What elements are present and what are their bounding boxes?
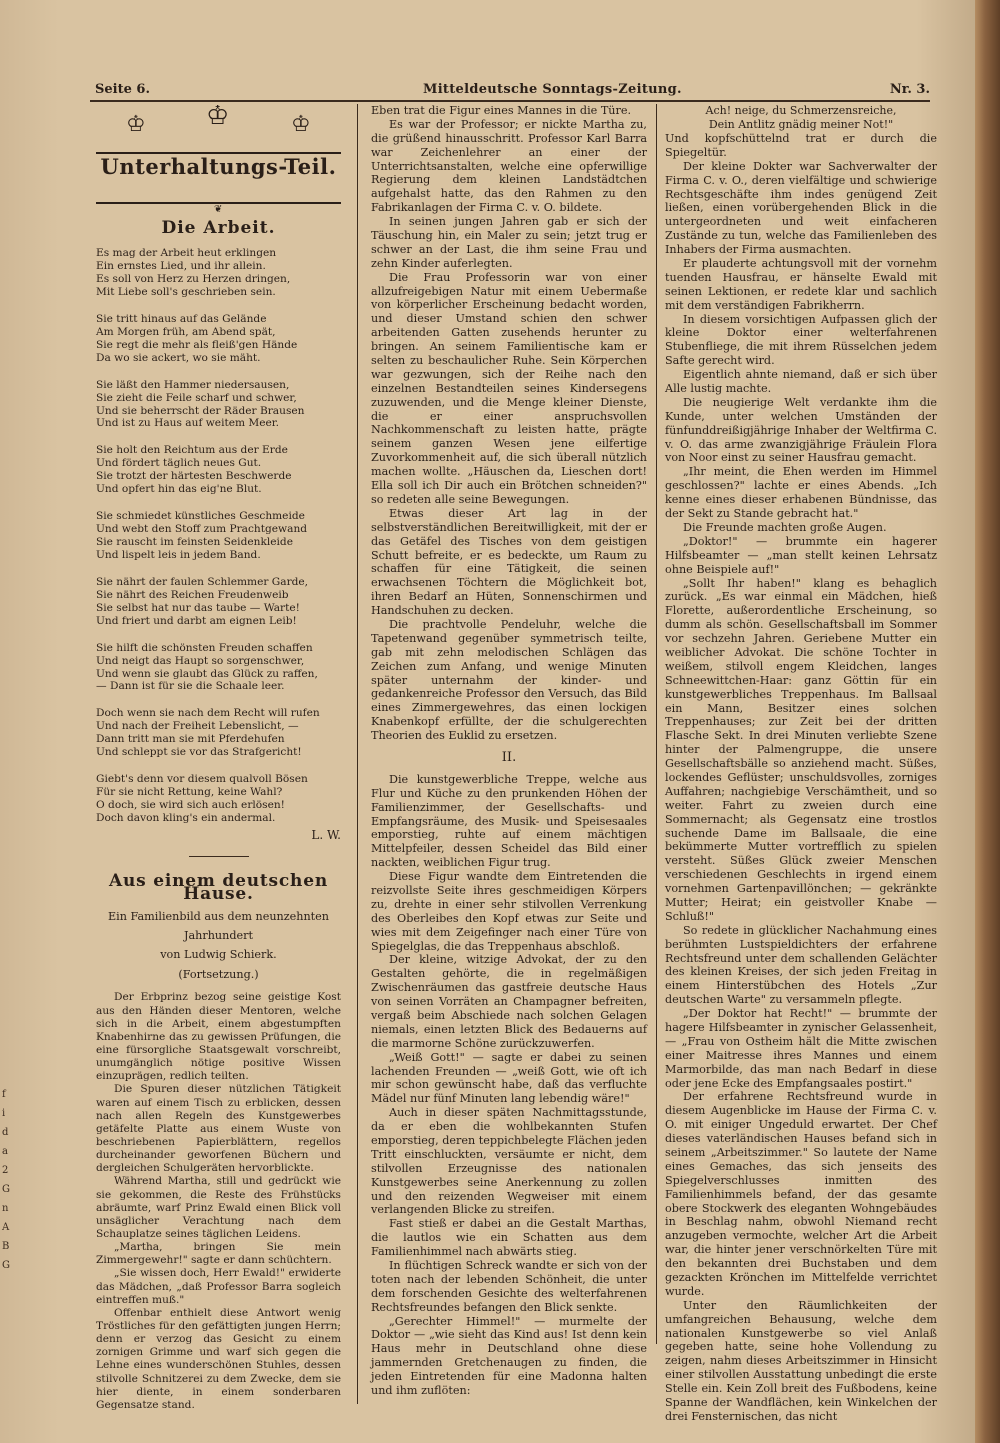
poem-line: Ein ernstes Lied, und ihr allein. [96, 260, 266, 273]
paragraph: Der Erbprinz bezog seine geistige Kost aus den Händen dieser Mentoren, welche sich in die Arbeit, einem abgestumpften Knabenhirne das zu gewissen Prüfungen, die eine fürsorgliche Staatsgewalt vorschreibt, unumgänglich nötige positive Wissen einzuprägen, redlich teilten. [96, 991, 341, 1083]
poem-line: Am Morgen früh, am Abend spät, [96, 325, 276, 338]
poem-line: — Dann ist für sie die Schaale leer. [96, 680, 285, 693]
poem-stanza [96, 510, 341, 562]
page-number: Seite 6. [95, 82, 150, 97]
poem-body [96, 247, 341, 825]
paragraph: Etwas dieser Art lag in der selbstverständlichen Bereitwilligkeit, mit der er das Getäfel des Tisches von dem geistigen Schutt befreite, er es bedeckte, um Raum zu schaffen für eine Tätigkeit, die seinen erwachsenen Töchtern die Möglichkeit bot, ihren Bedarf an Hüten, Sonnenschirmen und Handschuhen zu decken. [371, 506, 647, 618]
poem-line: Giebt's denn vor diesem qualvoll Bösen [96, 773, 308, 786]
poem-line: Sie holt den Reichtum aus der Erde [96, 444, 288, 457]
paragraph: Während Martha, still und gedrückt wie sie gekommen, die Reste des Frühstücks abräumte, warf Prinz Ewald einen Blick voll unsäglicher Verachtung nach dem Schauplatze seines täglichen Leidens. [96, 1175, 341, 1240]
paragraph: „Sollt Ihr haben!" klang es behaglich zurück. „Es war einmal ein Mädchen, hieß Florette, außerordentliche Erscheinung, so dumm als schön. Gesellschaftsball im Sommer vor sechzehn Jahren. Geriebene Mutter ein weiblicher Advokat. Die schöne Tochter in weißem, stilvoll engem Kleidchen, langes Schneewittchen-Haar: ganz Göttin für ein kunstgewerbliches Treppenhaus. Im Ballsaal ein Mann, Besitzer eines solchen Treppenhauses; zur Zeit bei der dritten Flasche Sekt. In drei Minuten verliebte Szene hinter der Palmengruppe, die unsere Gesellschaftsbälle so anziehend macht. Süßes, lockendes Geflüster; unschuldsvolles, zorniges Auffahren; nachgiebige Verschämtheit, und so weiter. Fahrt zu zweien durch eine Sommernacht; als Gegensatz eine trostlos suchende Dame im Ballsaale, die eine bekümmerte Mutter vortrefflich zu spielen versteht. Süßes Glück zweier Menschen verschiedenen Geschlechts in irgend einem vornehmen Gartenpavillönchen; — gekränkte Mutter; Heirat; ein geistvoller Knabe — Schluß!" [665, 576, 937, 923]
column-1 [96, 101, 341, 1412]
paragraph: „Doktor!" — brummte ein hagerer Hilfsbeamter — „man stellt keinen Lehrsatz ohne Beispiele auf!" [665, 534, 937, 576]
newspaper-title: Mitteldeutsche Sonntags-Zeitung. [423, 82, 682, 97]
chapter-number: II. [501, 749, 517, 765]
poem-line: Sie nährt des Reichen Freudenweib [96, 588, 289, 601]
poem-line: Sie hilft die schönsten Freuden schaffen [96, 641, 313, 654]
poem-stanza [96, 707, 341, 759]
poem-line: Und wenn sie glaubt das Glück zu raffen, [96, 667, 318, 680]
poem-line: Und fördert täglich neues Gut. [96, 457, 262, 470]
paragraph: „Gerechter Himmel!" — murmelte der Doktor — „wie sieht das Kind aus! Ist denn kein Haus mehr in Deutschland ohne diese jammernden Gretchenaugen zu finden, die jeden Eintretenden für eine Madonna halten und ihm zuflöten: [371, 1314, 647, 1398]
poem-line: Für sie nicht Rettung, keine Wahl? [96, 786, 283, 799]
poem-stanza [96, 444, 341, 496]
crown-ornament-icon: ♔ [206, 101, 230, 131]
verse-line: Dein Antlitz gnädig meiner Not!" [708, 118, 894, 131]
poem-line: Sie zieht die Feile scharf und schwer, [96, 391, 297, 404]
story-text [371, 773, 647, 1398]
paragraph: Die Freunde machten große Augen. [683, 520, 887, 534]
poem-line: O doch, sie wird sich auch erlösen! [96, 799, 285, 812]
paragraph: Offenbar enthielt diese Antwort wenig Tröstliches für den gefättigten jungen Herrn; denn er verzog das Gesicht zu einem zornigen Grimme und warf sich gegen die Lehne eines wunderschönen Stuhles, dessen stilvolle Schnitzerei zu dem Zwecke, dem sie hier diente, in einem sonderbaren Gegensatze stand. [96, 1306, 341, 1411]
story-text [371, 104, 647, 743]
verse-line: Ach! neige, du Schmerzensreiche, [705, 104, 897, 117]
poem-line: Und lispelt leis in jedem Band. [96, 548, 261, 561]
story-continuation: (Fortsetzung.) [178, 968, 259, 982]
paragraph: Die Spuren dieser nützlichen Tätigkeit waren auf einem Tisch zu erblicken, dessen nach allen Regeln des Kunstgewerbes getäfelte Platte aus einem Wuste von beschriebenen Papierblättern, regellos durcheinander geworfenen Büchern und dergleichen Schulgeräten hervorblickte. [96, 1083, 341, 1175]
poem-stanza [96, 773, 341, 825]
paragraph: „Ihr meint, die Ehen werden im Himmel geschlossen?" lachte er eines Abends. „Ich kenne eines dieser erhabenen Bündnisse, das der Sekt zu Stande gebracht hat." [665, 465, 937, 521]
poem-line: Und friert und darbt am eignen Leib! [96, 614, 297, 627]
paragraph: Die prachtvolle Pendeluhr, welche die Tapetenwand gegenüber symmetrisch teilte, gab mit zehn melodischen Schlägen das Zeichen zum Anfang, und wenige Minuten später unternahm der kinder- und gedankenreiche Professor den Versuch, das Bild eines Zimmergewehres, das einen lockigen Knabenkopf erfüllte, der die schulgerechten Theorien des Euklid zu ersetzen. [371, 617, 647, 743]
story-text [96, 991, 341, 1412]
column-2 [371, 104, 647, 1398]
poem-line: Und sie beherrscht der Räder Brausen [96, 404, 305, 417]
poem-line: Und webt den Stoff zum Prachtgewand [96, 523, 308, 536]
section-title: Unterhaltungs-Teil. [100, 154, 337, 179]
verse-quote [665, 104, 937, 132]
separator [189, 856, 249, 857]
poem-line: Doch wenn sie nach dem Recht will rufen [96, 707, 320, 720]
story-subtitle: Ein Familienbild aus dem neunzehnten Jahrhundert [108, 910, 329, 943]
paragraph: So redete in glücklicher Nachahmung eines berühmten Lustspieldichters der erfahrene Rechtsfreund unter dem schallenden Gelächter des kleinen Kreises, der sich jeden Freitag in einem Hinterstübchen des Hotels „Zur deutschen Warte" zu versammeln pflegte. [665, 923, 937, 1007]
paragraph: In diesem vorsichtigen Aufpassen glich der kleine Doktor einer welterfahrenen Stubenfliege, die mit ihrem Rüsselchen jedem Safte gerecht wird. [665, 312, 937, 368]
story-title: Aus einem deutschen Hause. [109, 871, 328, 905]
poem-stanza [96, 379, 341, 431]
page-header [95, 82, 930, 102]
margin-marks: f i d a 2 G n A B G [2, 1089, 10, 1271]
poem-line: Sie läßt den Hammer niedersausen, [96, 378, 290, 391]
paragraph: Unter den Räumlichkeiten der umfangreichen Behausung, welche dem nationalen Kunstgewerbe so viel Anlaß gegeben hatte, seine hohe Vollendung zu zeigen, nahm dieses Arbeitszimmer in Hinsicht einer stilvollen Ausstattung unbedingt die erste Stelle ein. Kein Zoll breit des Fußbodens, keine Spanne der Wandflächen, kein Winkelchen der drei Fensternischen, das nicht [665, 1298, 937, 1423]
poem-line: Sie tritt hinaus auf das Gelände [96, 312, 267, 325]
paragraph: Der erfahrene Rechtsfreund wurde in diesem Augenblicke im Hause der Firma C. v. O. mit einiger Ungeduld erwartet. Der Chef dieses vaterländischen Hauses befand sich in seinem „Arbeitszimmer." So lautete der Name eines Gemaches, das sich jenseits des Spiegelverschlusses inmitten des Familienhimmels befand, der das gesamte obere Stockwerk des eleganten Wohngebäudes in Beschlag nahm, obwohl Niemand recht anzugeben vermochte, welcher Art die Arbeit war, die hinter jener verschnörkelten Türe mit den bekannten drei Buchstaben und dem gezackten Krönchen im Mittelfelde verrichtet wurde. [665, 1090, 937, 1298]
poem-stanza [96, 576, 341, 628]
paragraph: „Weiß Gott!" — sagte er dabei zu seinen lachenden Freunden — „weiß Gott, wie oft ich mir schon gewünscht habe, daß das verfluchte Mädel nur fünf Minuten lang lebendig wäre!" [371, 1050, 647, 1106]
ornament-icon: ❦ [214, 204, 223, 215]
poem-line: Mit Liebe soll's geschrieben sein. [96, 285, 276, 298]
poem-line: Und neigt das Haupt so sorgenschwer, [96, 654, 305, 667]
paragraph: Die neugierige Welt verdankte ihm die Kunde, unter welchen Umständen der fünfunddreißigjährige Inhaber der Weltfirma C. v. O. das arme zwanzigjährige Fräulein Flora von Noor einst zu seiner Hausfrau gemacht. [665, 395, 937, 465]
crown-ornament-icon: ♔ [126, 112, 146, 137]
crown-ornament-icon: ♔ [291, 112, 311, 137]
paragraph: Der kleine Dokter war Sachverwalter der Firma C. v. O., deren vielfältige und schwierige Rechtsgeschäfte ihm indes genügend Zeit ließen, einen vorübergehenden Blick in die untergeordneten und weit einfacheren Zustände zu tun, welche das Familienleben des Inhabers der Firma ausmachten. [665, 159, 937, 257]
poem-title: Die Arbeit. [161, 218, 276, 238]
book-binding [975, 0, 1000, 1443]
paragraph: In flüchtigen Schreck wandte er sich von der toten nach der lebenden Schönheit, die unter dem forschenden Gesichte des welterfahrenen Rechtsfreundes befangen den Blick senkte. [371, 1259, 647, 1314]
poem-stanza [96, 642, 341, 694]
poem-stanza [96, 313, 341, 365]
paragraph: Die kunstgewerbliche Treppe, welche aus Flur und Küche zu den prunkenden Höhen der Familienzimmer, der Gesellschafts- und Empfangsräume, des Musik- und Speisesaales emporstieg, ruhte auf einem mächtigen Mittelpfeiler, dessen Scheidel das Bild einer nackten, weiblichen Figur trug. [371, 772, 647, 870]
issue-number: Nr. 3. [889, 82, 930, 97]
poem-line: Es mag der Arbeit heut erklingen [96, 247, 277, 260]
poem-line: Und schleppt sie vor das Strafgericht! [96, 746, 302, 759]
paragraph: Diese Figur wandte dem Eintretenden die reizvollste Seite ihres geschmeidigen Körpers zu, drehte in einer sehr stilvollen Verrenkung des Oberleibes den Kopf etwas zur Seite und wies mit dem Zeigefinger nach einer Türe von Spiegelglas, die das Treppenhaus abschloß. [371, 870, 647, 953]
paragraph: In seinen jungen Jahren gab er sich der Täuschung hin, ein Maler zu sein; jetzt trug er schwer an der Last, die ihm seine Frau und zehn Kinder auferlegten. [371, 215, 647, 270]
paragraph: „Sie wissen doch, Herr Ewald!" erwiderte das Mädchen, „daß Professor Barra sogleich eintreffen muß." [96, 1267, 341, 1306]
poem-line: Sie schmiedet künstliches Geschmeide [96, 510, 305, 523]
poem-line: Dann tritt man sie mit Pferdehufen [96, 733, 285, 746]
poem-line: Es soll von Herz zu Herzen dringen, [96, 273, 291, 286]
story-author: von Ludwig Schierk. [160, 948, 277, 962]
paragraph: Die Frau Professorin war von einer allzufreigebigen Natur mit einem Uebermaße von körperlicher Erscheinung bedacht worden, und dieser Umstand schien den schwer arbeitenden Gatten zusehends herunter zu bringen. An seinem Familientische kam er selten zu beschaulicher Ruhe. Sein Körperchen war gezwungen, sich der Reihe nach den einzelnen Bestandteilen seines Kindersegens zuzuwenden, und die Menge kleiner Dienste, die er einer anspruchsvollen Nachkommenschaft zu leisten hatte, prägte seinem ganzen Wesen jene eilfertige Zuvorkommenheit auf, die sich überall nützlich machen wollte. „Häuschen da, Lieschen dort! Ella soll ich Dir auch ein Brötchen schneiden?" so redeten alle seine Bewegungen. [371, 270, 647, 506]
paragraph: Es war der Professor; er nickte Martha zu, die grüßend hinausschritt. Professor Karl Barra war Zeichenlehrer an einer der Unterrichtsanstalten, welche eine opferwillige Regierung dem kleinen Landstädtchen aufgehalst hatte, das den Rahmen zu den Fabrikanlagen der Firma C. v. O. bildete. [371, 117, 647, 215]
poem-line: Sie selbst hat nur das taube — Warte! [96, 601, 300, 614]
poem-line: Sie trotzt der härtesten Beschwerde [96, 470, 292, 483]
paragraph: Eben trat die Figur eines Mannes in die Türe. [371, 104, 632, 117]
paragraph: Fast stieß er dabei an die Gestalt Marthas, die lautlos wie ein Schatten aus dem Familienhimmel nach abwärts stieg. [371, 1217, 647, 1259]
paragraph: „Martha, bringen Sie mein Zimmergewehr!" sagte er dann schüchtern. [96, 1241, 341, 1267]
poem-line: Doch davon kling's ein andermal. [96, 811, 276, 824]
poem-stanza [96, 247, 341, 299]
poem-line: Und nach der Freiheit Lebenslicht, — [96, 720, 299, 733]
paragraph: „Der Doktor hat Recht!" — brummte der hagere Hilfsbeamter in zynischer Gelassenheit, — „Frau von Ostheim hält die Mitte zwischen einer Maitresse ihres Mannes und einem Marmorbilde, das man nach Bedarf in diese oder jene Ecke des Empfangsaales postirt." [665, 1007, 937, 1090]
paragraph: Der kleine, witzige Advokat, der zu den Gestalten gehörte, die in regelmäßigen Zwischenräumen das gastfreie deutsche Haus von seinen Vorräten an Champagner befreiten, vergaß beim Abschiede nach solchen Gelagen niemals, einen letzten Blick des Bedauerns auf die marmorne Schöne zurückzuwerfen. [371, 953, 647, 1050]
column-divider [656, 104, 657, 1344]
paragraph: Und kopfschüttelnd trat er durch die Spiegeltür. [665, 132, 937, 159]
poem-line: Und opfert hin das eig'ne Blut. [96, 483, 262, 496]
poem-line: Sie rauscht im feinsten Seidenkleide [96, 536, 293, 549]
column-3 [665, 104, 937, 1424]
column-divider [357, 104, 358, 1404]
poem-line: Sie regt die mehr als fleiß'gen Hände [96, 338, 298, 351]
poem-line: Und ist zu Haus auf weitem Meer. [96, 417, 280, 430]
poem-line: Sie nährt der faulen Schlemmer Garde, [96, 575, 309, 588]
section-banner [96, 101, 341, 216]
story-text [665, 132, 937, 1424]
paragraph: Er plauderte achtungsvoll mit der vornehm tuenden Hausfrau, er hänselte Ewald mit seinen Lektionen, er redete klar und sachlich mit dem verständigen Fabrikherrn. [665, 257, 937, 312]
poem-signature: L. W. [311, 827, 341, 842]
paragraph: Auch in dieser späten Nachmittagsstunde, da er eben die wohlbekannten Stufen emporstieg, deren teppichbelegte Flächen jeden Tritt einschluckten, versäumte er nicht, dem stilvollen Erzeugnisse des nationalen Kunstgewerbes seine Anerkennung zu zollen und den reizenden Wegweiser mit einem verlangenden Blicke zu streifen. [371, 1106, 647, 1217]
poem-line: Da wo sie ackert, wo sie mäht. [96, 351, 261, 364]
paragraph: Eigentlich ahnte niemand, daß er sich über Alle lustig machte. [665, 368, 937, 396]
